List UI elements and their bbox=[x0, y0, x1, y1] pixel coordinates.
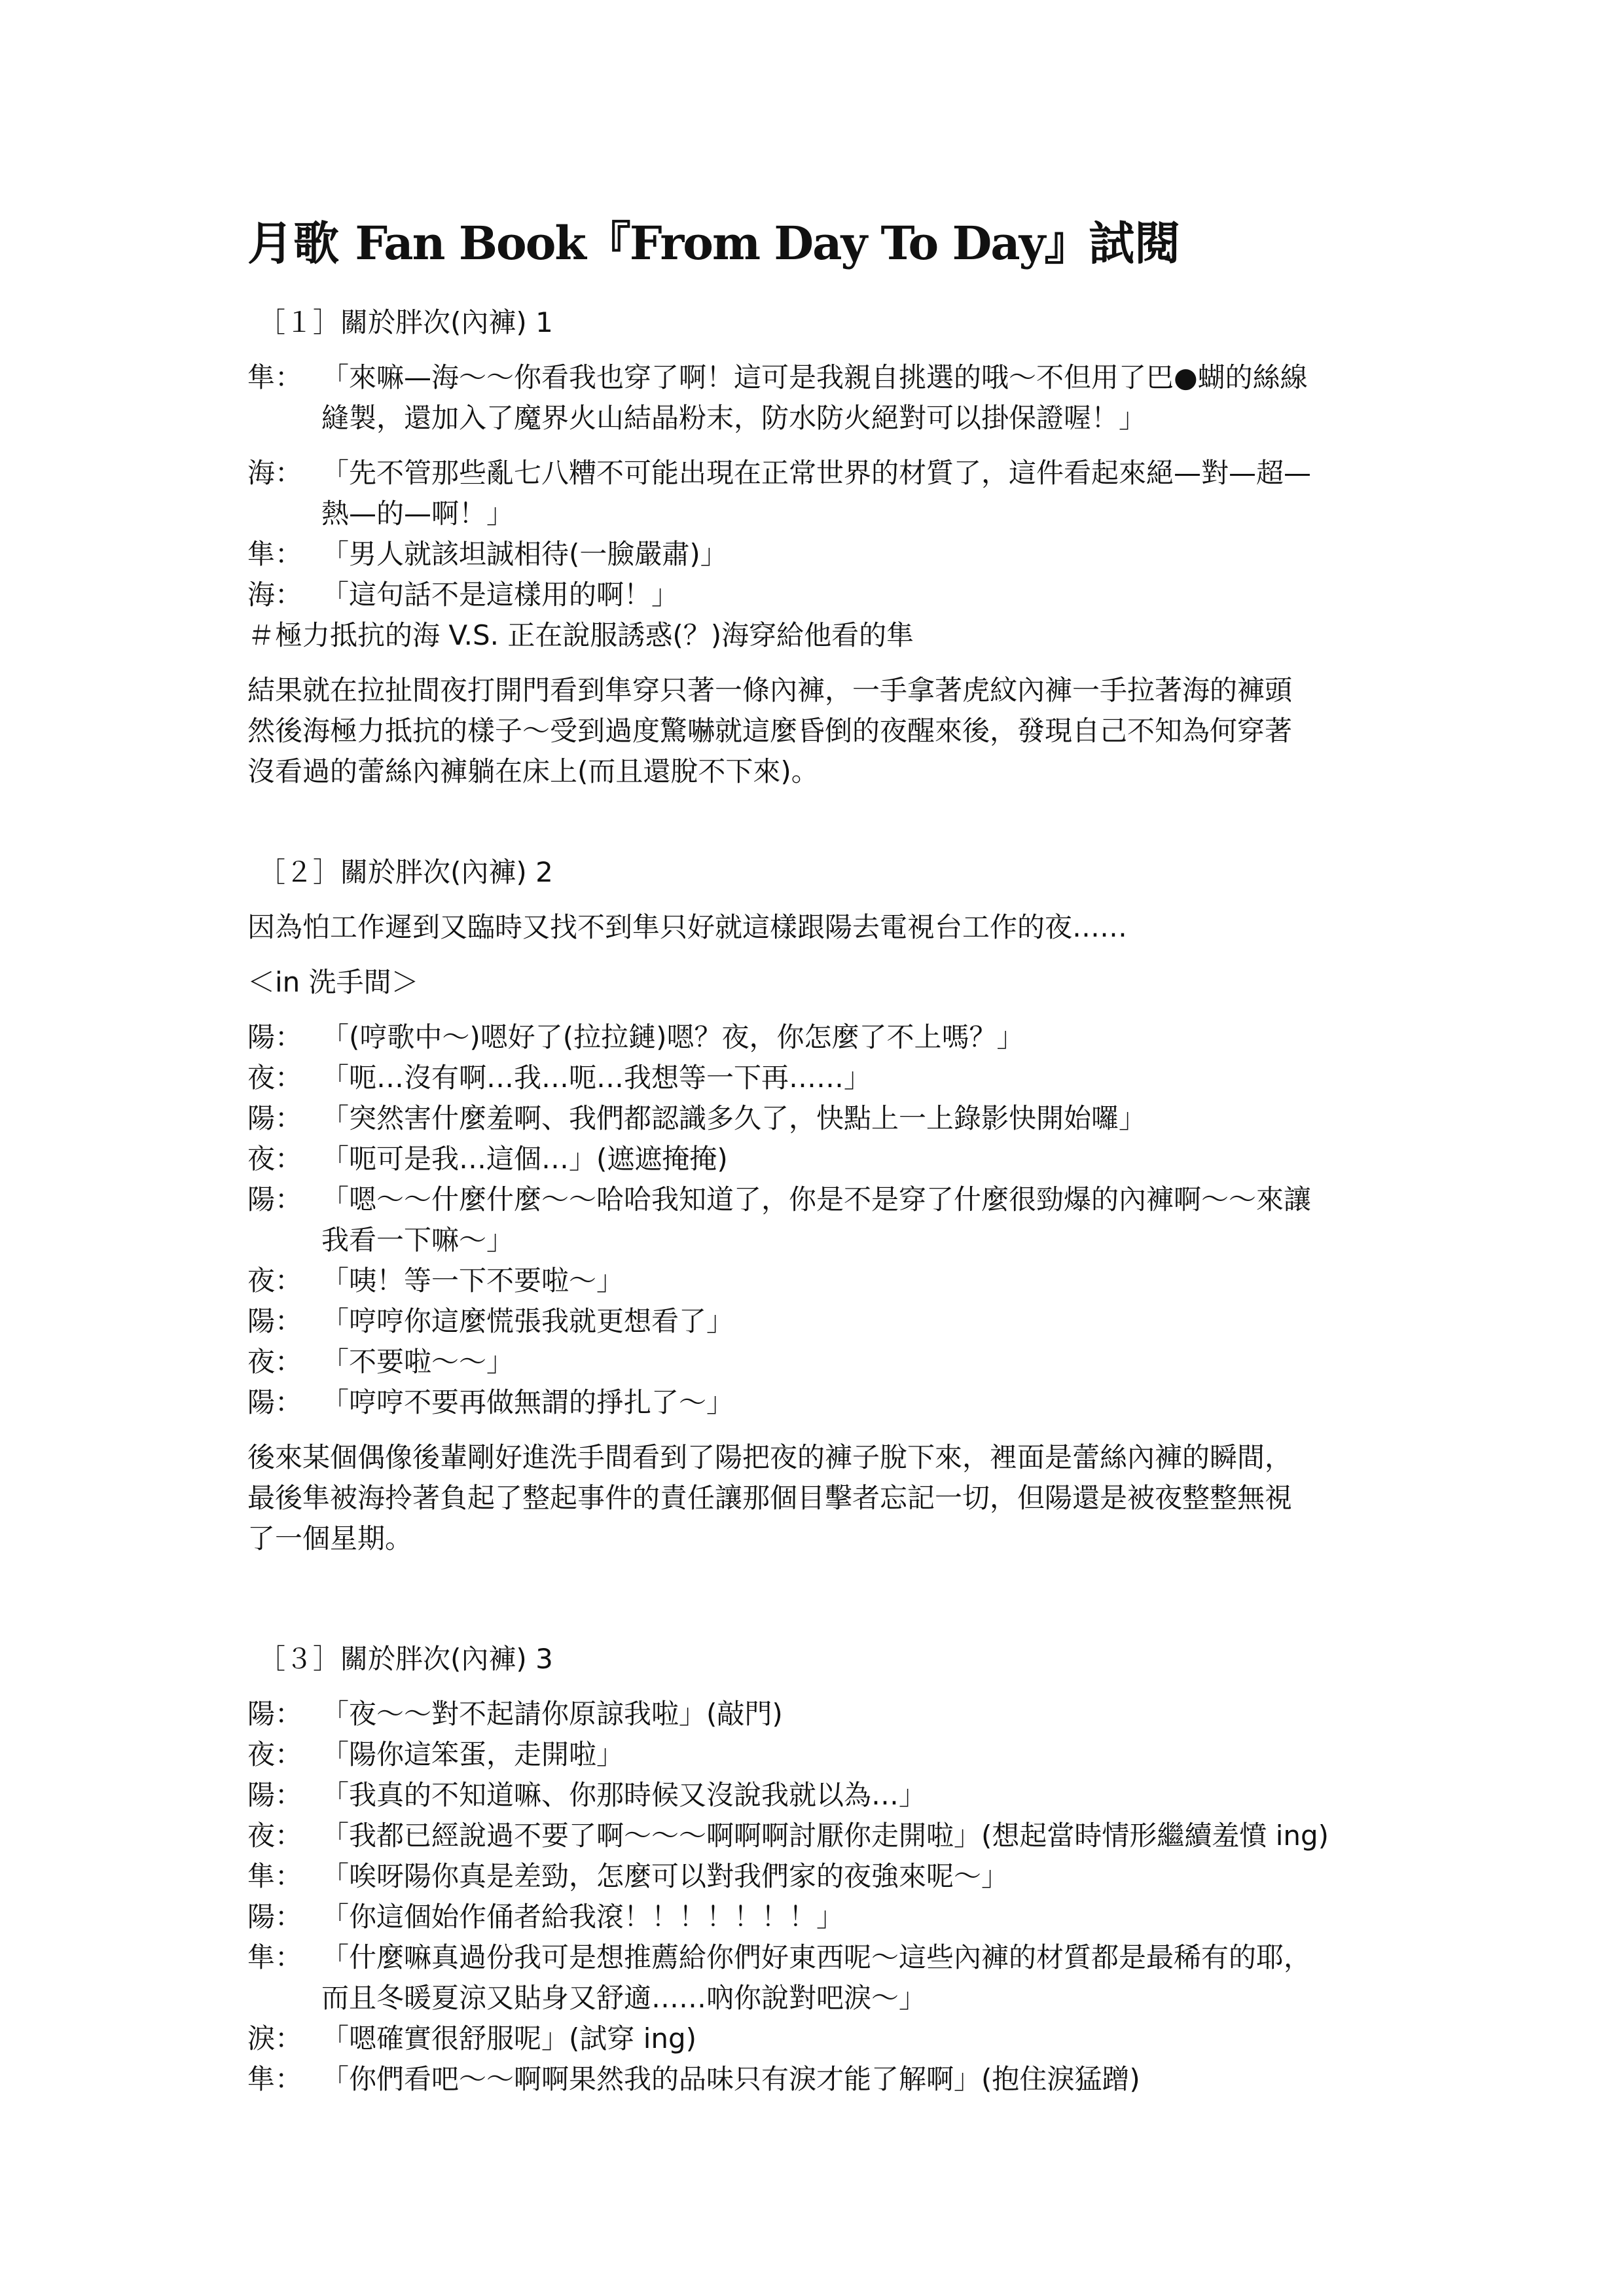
text-line: 最後隼被海拎著負起了整起事件的責任讓那個目擊者忘記一切，但陽還是被夜整整無視 bbox=[247, 1482, 1293, 1514]
dialogue-line bbox=[247, 1694, 1399, 1734]
dialogue-text: 「咦！等一下不要啦～」 bbox=[321, 1265, 624, 1297]
dialogue-text: 「我都已經說過不要了啊～～～啊啊啊討厭你走開啦」(想起當時情形繼續羞憤 ing) bbox=[321, 1820, 1329, 1852]
section-heading: ［３］關於胖次(內褲) 3 bbox=[258, 1643, 553, 1675]
speaker-label: 夜： bbox=[247, 1346, 303, 1378]
speaker-label: 隼： bbox=[247, 538, 303, 570]
speaker-label: 陽： bbox=[247, 1901, 303, 1933]
text-line: ＃極力抵抗的海 V.S. 正在說服誘惑(？)海穿給他看的隼 bbox=[247, 619, 914, 651]
dialogue-text: 「男人就該坦誠相待(一臉嚴肅)」 bbox=[321, 538, 728, 570]
title-suffix: 試閱 bbox=[1089, 217, 1181, 270]
dialogue-line bbox=[247, 1937, 1399, 1978]
text-line: 因為怕工作遲到又臨時又找不到隼只好就這樣跟陽去電視台工作的夜…… bbox=[247, 911, 1128, 943]
speaker-label: 夜： bbox=[247, 1265, 303, 1297]
dialogue-line bbox=[247, 357, 1399, 398]
speaker-label: 陽： bbox=[247, 1021, 303, 1053]
dialogue-line bbox=[247, 2059, 1399, 2100]
speaker-label: 陽： bbox=[247, 1698, 303, 1730]
dialogue-text: 「來嘛—海～～你看我也穿了啊！這可是我親自挑選的哦～不但用了巴●蝴的絲線 bbox=[321, 361, 1308, 393]
dialogue-line bbox=[247, 1775, 1399, 1816]
speaker-label: 夜： bbox=[247, 1143, 303, 1175]
section-1 bbox=[247, 302, 1399, 792]
dialogue-line bbox=[247, 1098, 1399, 1139]
dialogue-text: 「我真的不知道嘛、你那時候又沒說我就以為…」 bbox=[321, 1779, 927, 1811]
dialogue-line bbox=[247, 534, 1399, 575]
speaker-label: 陽： bbox=[247, 1183, 303, 1215]
dialogue-text: 「先不管那些亂七八糟不可能出現在正常世界的材質了，這件看起來絕—對—超— bbox=[321, 457, 1312, 489]
dialogue-line bbox=[247, 1261, 1399, 1301]
dialogue-line bbox=[247, 453, 1399, 493]
paragraph-gap bbox=[247, 1423, 1399, 1437]
speaker-label: 海： bbox=[247, 457, 303, 489]
dialogue-text: 「不要啦～～」 bbox=[321, 1346, 514, 1378]
dialogue-line bbox=[247, 1897, 1399, 1937]
dialogue-line bbox=[247, 1139, 1399, 1179]
title-prefix: 月歌 bbox=[247, 217, 355, 270]
dialogue-line bbox=[247, 1017, 1399, 1058]
paragraph-gap bbox=[247, 1003, 1399, 1017]
speaker-label: 夜： bbox=[247, 1738, 303, 1770]
speaker-label: 海： bbox=[247, 579, 303, 611]
speaker-label: 隼： bbox=[247, 2063, 303, 2095]
dialogue-line bbox=[247, 1179, 1399, 1220]
dialogue-text: 「你們看吧～～啊啊果然我的品味只有淚才能了解啊」(抱住淚猛蹭) bbox=[321, 2063, 1140, 2095]
dialogue-text: 「嗯確實很舒服呢」(試穿 ing) bbox=[321, 2022, 697, 2054]
text-line: ＜in 洗手間＞ bbox=[247, 966, 419, 998]
speaker-label: 隼： bbox=[247, 1860, 303, 1892]
dialogue-text: 「嗯～～什麼什麼～～哈哈我知道了，你是不是穿了什麼很勁爆的內褲啊～～來讓 bbox=[321, 1183, 1312, 1215]
section-heading: ［１］關於胖次(內褲) 1 bbox=[258, 306, 553, 338]
dialogue-line bbox=[247, 1301, 1399, 1342]
dialogue-line bbox=[247, 1856, 1399, 1897]
dialogue-line bbox=[247, 1816, 1399, 1856]
speaker-label: 夜： bbox=[247, 1062, 303, 1094]
dialogue-line bbox=[247, 1734, 1399, 1775]
dialogue-text: 「什麼嘛真過份我可是想推薦給你們好東西呢～這些內褲的材質都是最稀有的耶， bbox=[321, 1941, 1312, 1973]
speaker-label: 陽： bbox=[247, 1386, 303, 1418]
speaker-label: 淚： bbox=[247, 2022, 303, 2054]
dialogue-text: 「(哼歌中～)嗯好了(拉拉鏈)嗯？夜，你怎麼了不上嗎？」 bbox=[321, 1021, 1024, 1053]
speaker-label: 陽： bbox=[247, 1102, 303, 1134]
section-2 bbox=[247, 852, 1399, 1559]
dialogue-text: 「哼哼你這麼慌張我就更想看了」 bbox=[321, 1305, 734, 1337]
dialogue-text: 「突然害什麼羞啊、我們都認識多久了，快點上一上錄影快開始囉」 bbox=[321, 1102, 1147, 1134]
dialogue-continuation: 而且冬暖夏涼又貼身又舒適……吶你說對吧淚～」 bbox=[321, 1982, 927, 2014]
section-heading: ［２］關於胖次(內褲) 2 bbox=[258, 856, 553, 888]
dialogue-text: 「唉呀陽你真是差勁，怎麼可以對我們家的夜強來呢～」 bbox=[321, 1860, 1009, 1892]
dialogue-text: 「你這個始作俑者給我滾！！！！！！！」 bbox=[321, 1901, 844, 1933]
dialogue-text: 「呃可是我…這個…」(遮遮掩掩) bbox=[321, 1143, 728, 1175]
text-line: 了一個星期。 bbox=[247, 1522, 413, 1554]
text-line: 後來某個偶像後輩剛好進洗手間看到了陽把夜的褲子脫下來，裡面是蕾絲內褲的瞬間， bbox=[247, 1441, 1293, 1473]
text-line: 然後海極力抵抗的樣子～受到過度驚嚇就這麼昏倒的夜醒來後，發現自己不知為何穿著 bbox=[247, 715, 1293, 747]
speaker-label: 陽： bbox=[247, 1305, 303, 1337]
dialogue-line bbox=[247, 1342, 1399, 1382]
title-latin: Fan Book『From Day To Day』 bbox=[355, 216, 1089, 270]
dialogue-line bbox=[247, 1058, 1399, 1098]
dialogue-continuation: 熱—的—啊！」 bbox=[321, 497, 514, 529]
paragraph-gap bbox=[247, 656, 1399, 670]
text-line: 結果就在拉扯間夜打開門看到隼穿只著一條內褲，一手拿著虎紋內褲一手拉著海的褲頭 bbox=[247, 674, 1293, 706]
dialogue-line bbox=[247, 2018, 1399, 2059]
dialogue-text: 「夜～～對不起請你原諒我啦」(敲門) bbox=[321, 1698, 783, 1730]
section-3 bbox=[247, 1639, 1399, 2100]
dialogue-line bbox=[247, 1382, 1399, 1423]
speaker-label: 夜： bbox=[247, 1820, 303, 1852]
dialogue-text: 「這句話不是這樣用的啊！」 bbox=[321, 579, 679, 611]
speaker-label: 隼： bbox=[247, 1941, 303, 1973]
page-title bbox=[247, 211, 1180, 276]
dialogue-text: 「陽你這笨蛋，走開啦」 bbox=[321, 1738, 624, 1770]
dialogue-text: 「哼哼不要再做無謂的掙扎了～」 bbox=[321, 1386, 734, 1418]
paragraph-gap bbox=[247, 439, 1399, 453]
speaker-label: 隼： bbox=[247, 361, 303, 393]
dialogue-line bbox=[247, 575, 1399, 615]
text-line: 沒看過的蕾絲內褲躺在床上(而且還脫不下來)。 bbox=[247, 755, 819, 787]
dialogue-continuation: 我看一下嘛～」 bbox=[321, 1224, 514, 1256]
paragraph-gap bbox=[247, 948, 1399, 962]
speaker-label: 陽： bbox=[247, 1779, 303, 1811]
dialogue-text: 「呃…沒有啊…我…呃…我想等一下再……」 bbox=[321, 1062, 872, 1094]
dialogue-continuation: 縫製，還加入了魔界火山結晶粉末，防水防火絕對可以掛保證喔！」 bbox=[321, 402, 1147, 434]
